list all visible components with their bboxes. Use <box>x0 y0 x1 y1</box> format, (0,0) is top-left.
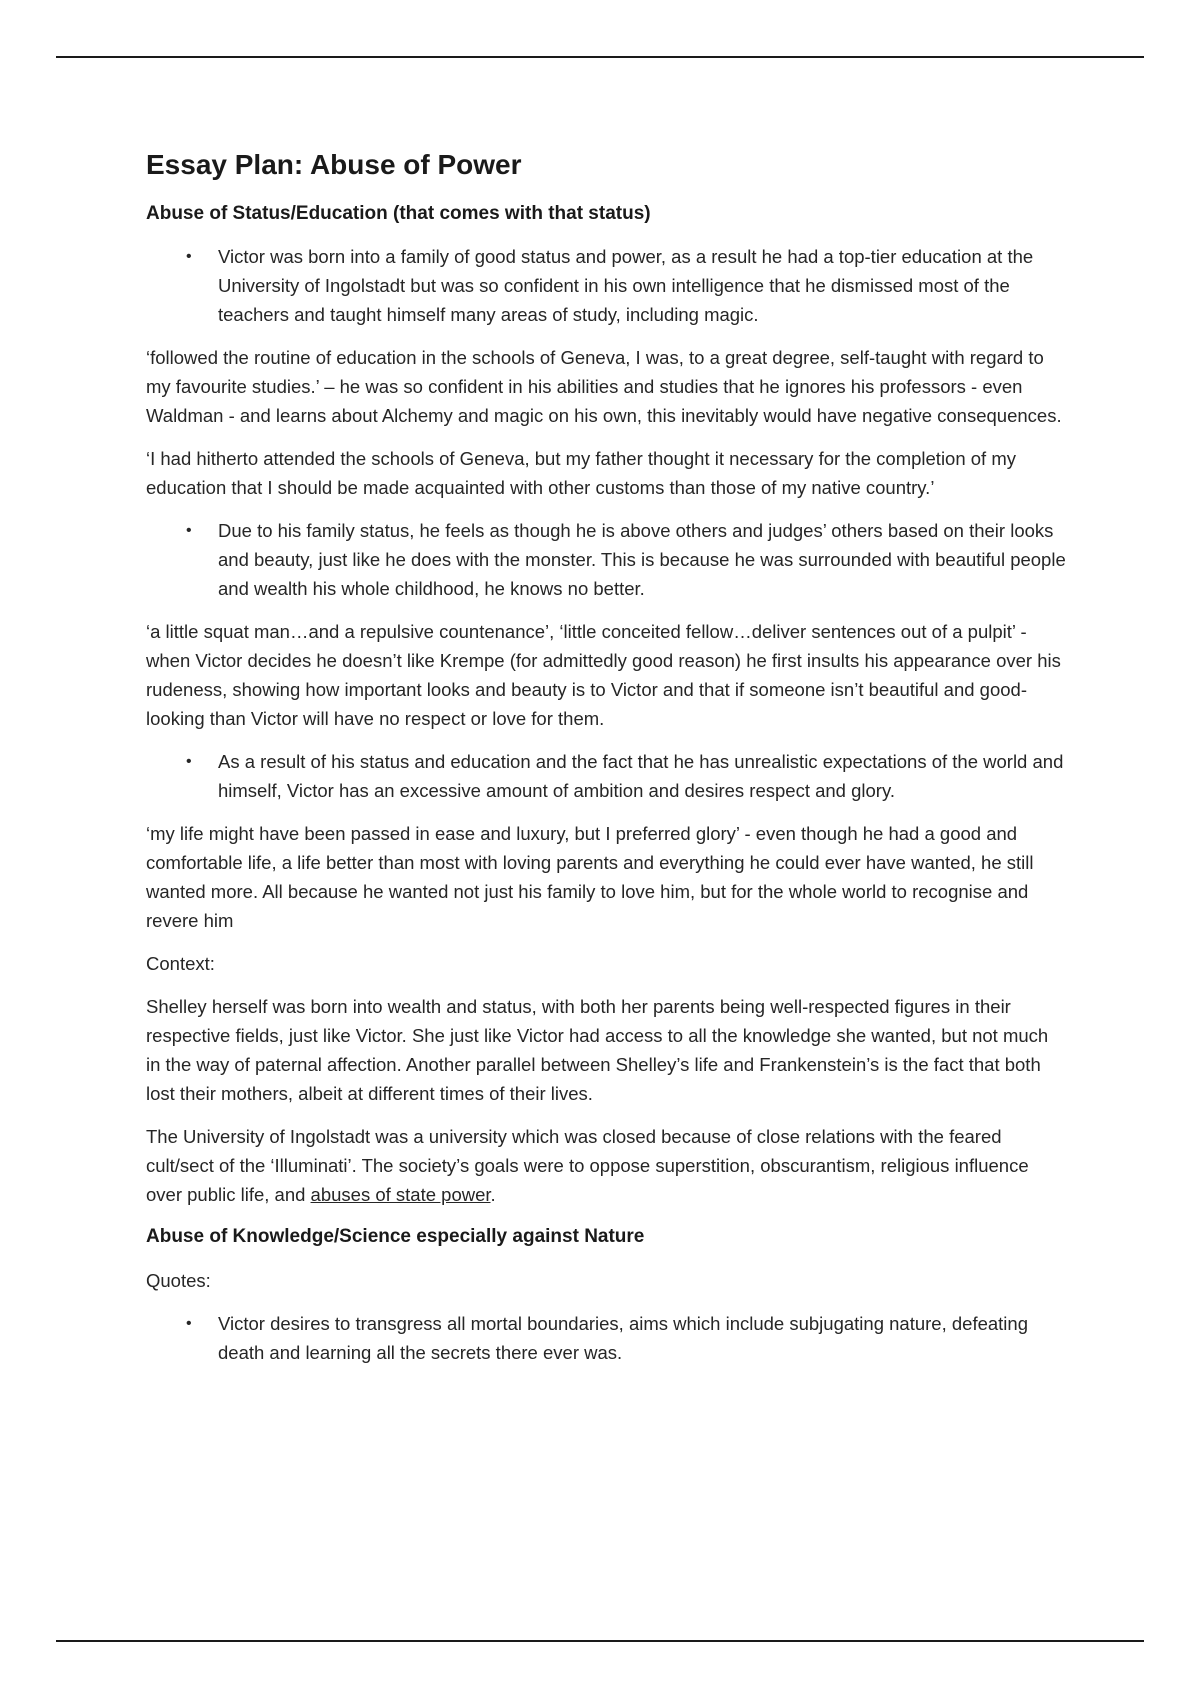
bullet-icon: • <box>186 248 192 266</box>
footer-rule <box>56 1640 1144 1642</box>
section-heading-status: Abuse of Status/Education (that comes with that status) <box>146 202 651 224</box>
header-rule <box>56 56 1144 58</box>
bullet-icon: • <box>186 522 192 540</box>
list-item-text: As a result of his status and education and the fact that he has unrealistic expectations of the world and himself, Victor has an excessive amount of ambition and desires respect and glory. <box>218 751 1064 802</box>
list-item <box>146 242 1066 329</box>
bullet-list <box>146 1309 1066 1367</box>
context-label: Context: <box>146 953 215 975</box>
bullet-icon: • <box>186 1314 192 1332</box>
bullet-list <box>146 747 1066 805</box>
paragraph: ‘followed the routine of education in the schools of Geneva, I was, to a great degree, self-taught with regard to my favourite studies.’ – he was so confident in his abilities and studies that he ignores his professors - even Waldman - and learns about Alchemy and magic on his own, this inevitably would have negative consequences. <box>146 347 1062 427</box>
document-body <box>146 148 1066 1381</box>
paragraph: ‘my life might have been passed in ease and luxury, but I preferred glory’ - even though he had a good and comfortable life, a life better than most with loving parents and everything he could ever have wanted, he still wanted more. All because he wanted not just his family to love him, but for the whole world to recognise and revere him <box>146 823 1034 932</box>
quotes-label: Quotes: <box>146 1269 211 1291</box>
paragraph: ‘a little squat man…and a repulsive countenance’, ‘little conceited fellow…deliver sentences out of a pulpit’ - when Victor decides he doesn’t like Krempe (for admittedly good reason) he first insults his appearance over his rudeness, showing how important looks and beauty is to Victor and that if someone isn’t beautiful and good-looking than Victor will have no respect or love for them. <box>146 621 1061 730</box>
bullet-list <box>146 516 1066 603</box>
list-item <box>146 747 1066 805</box>
paragraph: Shelley herself was born into wealth and status, with both her parents being well-respected figures in their respective fields, just like Victor. She just like Victor had access to all the knowledge she wanted, but not much in the way of paternal affection. Another parallel between Shelley’s life and Frankenstein’s is the fact that both lost their mothers, albeit at different times of their lives. <box>146 996 1049 1105</box>
list-item <box>146 516 1066 603</box>
page-title: Essay Plan: Abuse of Power <box>146 149 522 180</box>
paragraph <box>146 1122 1066 1209</box>
paragraph-text: . <box>490 1184 496 1206</box>
list-item-text: Due to his family status, he feels as though he is above others and judges’ others based on their looks and beauty, just like he does with the monster. This is because he was surrounded with beautiful people and wealth his whole childhood, he knows no better. <box>218 520 1066 600</box>
list-item-text: Victor was born into a family of good status and power, as a result he had a top-tier education at the University of Ingolstadt but was so confident in his own intelligence that he dismissed most of the teachers and taught himself many areas of study, including magic. <box>218 246 1034 326</box>
underlined-link[interactable]: abuses of state power <box>310 1184 491 1206</box>
list-item-text: Victor desires to transgress all mortal boundaries, aims which include subjugating nature, defeating death and learning all the secrets there ever was. <box>218 1312 1028 1363</box>
list-item <box>146 1309 1066 1367</box>
section-heading-knowledge: Abuse of Knowledge/Science especially against Nature <box>146 1226 645 1248</box>
bullet-icon: • <box>186 753 192 771</box>
paragraph: ‘I had hitherto attended the schools of Geneva, but my father thought it necessary for the completion of my education that I should be made acquainted with other customs than those of my native country.’ <box>146 448 1016 499</box>
bullet-list <box>146 242 1066 329</box>
paragraph-text: The University of Ingolstadt was a university which was closed because of close relations with the feared cult/sect of the ‘Illuminati’. The society’s goals were to oppose superstition, obscurantism, religious influence over public life, and <box>146 1126 1029 1206</box>
